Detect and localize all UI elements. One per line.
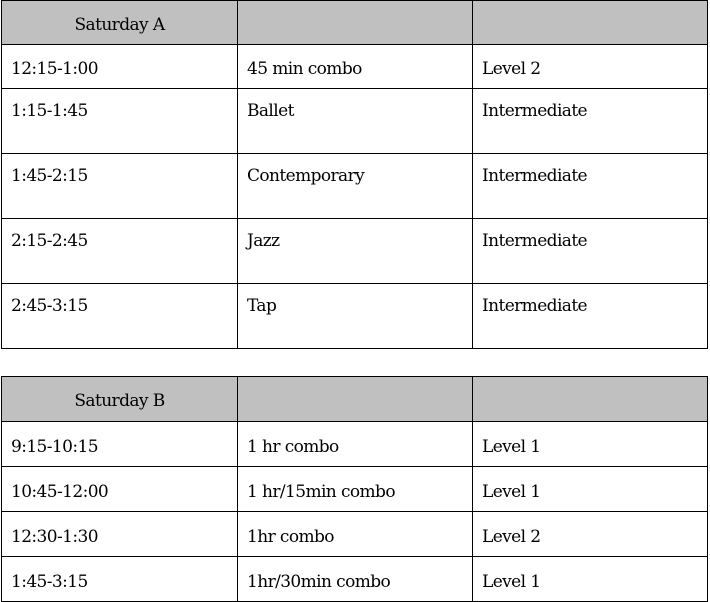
class-cell: 45 min combo <box>238 45 473 89</box>
level-cell: Level 1 <box>473 422 708 467</box>
table-row <box>2 45 708 89</box>
saturday-b-table <box>1 376 708 602</box>
time-cell: 12:30-1:30 <box>2 512 238 557</box>
level-cell: Level 2 <box>473 512 708 557</box>
saturday-a-table <box>1 0 708 349</box>
table-title: Saturday B <box>2 377 238 422</box>
time-cell: 2:15-2:45 <box>2 219 238 284</box>
class-cell: Jazz <box>238 219 473 284</box>
level-cell: Level 1 <box>473 557 708 602</box>
table-row <box>2 219 708 284</box>
table-row <box>2 467 708 512</box>
time-cell: 10:45-12:00 <box>2 467 238 512</box>
class-cell: Contemporary <box>238 154 473 219</box>
header-empty-cell <box>473 1 708 45</box>
time-cell: 1:15-1:45 <box>2 89 238 154</box>
table-row <box>2 154 708 219</box>
time-cell: 2:45-3:15 <box>2 284 238 349</box>
table-row <box>2 284 708 349</box>
table-title: Saturday A <box>2 1 238 45</box>
table-row <box>2 512 708 557</box>
header-empty-cell <box>238 1 473 45</box>
table-row <box>2 89 708 154</box>
class-cell: 1hr/30min combo <box>238 557 473 602</box>
class-cell: 1 hr combo <box>238 422 473 467</box>
level-cell: Level 2 <box>473 45 708 89</box>
table-header-row <box>2 377 708 422</box>
level-cell: Intermediate <box>473 154 708 219</box>
time-cell: 9:15-10:15 <box>2 422 238 467</box>
class-cell: 1 hr/15min combo <box>238 467 473 512</box>
class-cell: 1hr combo <box>238 512 473 557</box>
class-cell: Tap <box>238 284 473 349</box>
level-cell: Intermediate <box>473 219 708 284</box>
table-row <box>2 422 708 467</box>
time-cell: 1:45-2:15 <box>2 154 238 219</box>
time-cell: 1:45-3:15 <box>2 557 238 602</box>
header-empty-cell <box>238 377 473 422</box>
header-empty-cell <box>473 377 708 422</box>
class-cell: Ballet <box>238 89 473 154</box>
table-row <box>2 557 708 602</box>
time-cell: 12:15-1:00 <box>2 45 238 89</box>
level-cell: Intermediate <box>473 89 708 154</box>
level-cell: Intermediate <box>473 284 708 349</box>
table-header-row <box>2 1 708 45</box>
level-cell: Level 1 <box>473 467 708 512</box>
